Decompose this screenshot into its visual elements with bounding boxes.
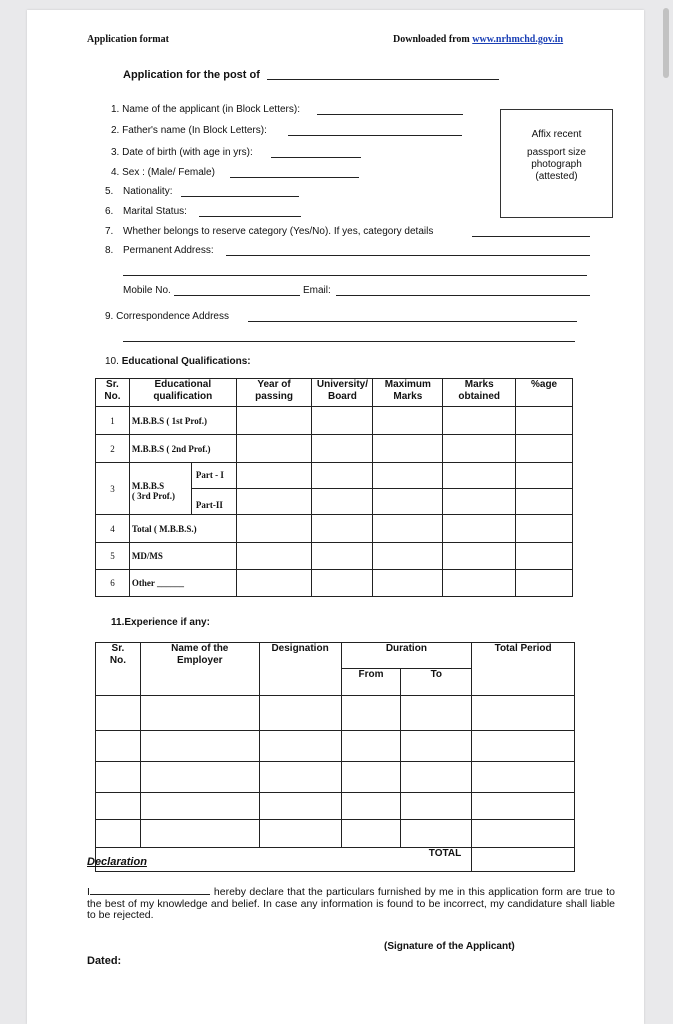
photo-line-2: passport size [527, 147, 586, 158]
table-row [96, 543, 573, 570]
table-row [96, 435, 573, 463]
edu-section-title [105, 356, 251, 367]
edu-cell[interactable] [236, 463, 312, 515]
edu-cell[interactable] [312, 543, 373, 570]
education-table [95, 378, 573, 597]
declaration-text: hereby declare that the particulars furnished by me in this application form are true to the best of my knowledge and belief. In case any information is found to be incorrect, my candidature shall liable to be rejected. [87, 886, 615, 921]
field-dob: 3. Date of birth (with age in yrs): [111, 147, 253, 158]
edu-cell[interactable] [312, 515, 373, 543]
declarant-name-line [90, 885, 210, 895]
exp-cell[interactable] [472, 762, 575, 793]
experience-table [95, 642, 575, 872]
edu-cell[interactable] [312, 435, 373, 463]
table-row [96, 793, 575, 820]
edu-cell[interactable] [516, 570, 573, 597]
edu-header-year: Year of passing [236, 379, 312, 407]
edu-cell[interactable] [236, 570, 312, 597]
exp-header-designation: Designation [259, 643, 341, 696]
exp-cell[interactable] [401, 762, 472, 793]
field-reserve-num: 7. [105, 226, 114, 237]
edu-cell[interactable] [236, 515, 312, 543]
edu-cell[interactable] [443, 407, 516, 435]
edu-cell[interactable] [516, 543, 573, 570]
exp-cell[interactable] [341, 762, 401, 793]
marital-status-line [199, 216, 301, 217]
edu-cell[interactable] [443, 463, 516, 515]
photo-line-3: photograph [531, 159, 582, 170]
edu-cell[interactable] [373, 407, 443, 435]
exp-cell[interactable] [259, 820, 341, 848]
correspondence-line-1 [248, 321, 577, 322]
field-address-num: 8. [105, 245, 114, 256]
source-link[interactable]: www.nrhmchd.gov.in [472, 34, 564, 45]
edu-sn: 1 [96, 407, 130, 435]
field-email: Email: [303, 285, 331, 296]
exp-header-employer: Name of the Employer [140, 643, 259, 696]
exp-cell[interactable] [140, 731, 259, 762]
exp-cell[interactable] [472, 793, 575, 820]
permanent-address-line-2 [123, 275, 587, 276]
dob-line [271, 157, 361, 158]
field-nationality: Nationality: [123, 186, 173, 197]
exp-header-to: To [401, 669, 472, 696]
edu-header-university: University/ Board [312, 379, 373, 407]
part-1-label: Part - I [195, 470, 224, 480]
document-page [27, 10, 644, 1024]
mbbs-3rd-prof-cell [130, 463, 192, 514]
table-row [96, 762, 575, 793]
exp-cell[interactable] [259, 793, 341, 820]
declaration-title: Declaration [87, 856, 147, 868]
edu-qualification: M.B.B.S ( 1st Prof.) [129, 407, 236, 435]
post-line [267, 79, 499, 80]
table-row [96, 463, 573, 515]
edu-cell[interactable] [443, 543, 516, 570]
edu-sn: 5 [96, 543, 130, 570]
mbbs-3rd-line-2: ( 3rd Prof.) [131, 491, 175, 501]
field-nationality-num: 5. [105, 186, 114, 197]
edu-header-qualification: Educational qualification [129, 379, 236, 407]
photo-line-1: Affix recent [531, 129, 582, 140]
edu-cell[interactable] [373, 515, 443, 543]
photo-box [500, 109, 613, 218]
post-label: Application for the post of [123, 69, 260, 81]
field-correspondence-address: 9. Correspondence Address [105, 311, 229, 322]
edu-cell[interactable] [443, 570, 516, 597]
edu-cell[interactable] [443, 515, 516, 543]
exp-cell[interactable] [96, 793, 141, 820]
sex-line [230, 177, 359, 178]
edu-cell[interactable] [312, 407, 373, 435]
table-row [96, 820, 575, 848]
field-permanent-address: Permanent Address: [123, 245, 214, 256]
table-row [96, 731, 575, 762]
exp-cell[interactable] [140, 696, 259, 731]
exp-cell[interactable] [401, 820, 472, 848]
header-right [393, 34, 563, 45]
exp-cell[interactable] [96, 820, 141, 848]
exp-header-row [96, 643, 575, 669]
header-left: Application format [87, 34, 169, 45]
edu-header-sr: Sr. No. [96, 379, 130, 407]
exp-cell[interactable] [472, 820, 575, 848]
field-father-name: 2. Father's name (In Block Letters): [111, 125, 267, 136]
field-marital-status: Marital Status: [123, 206, 187, 217]
exp-cell[interactable] [341, 696, 401, 731]
edu-header-percentage: %age [516, 379, 573, 407]
edu-section-num: 10. [105, 356, 119, 367]
exp-cell[interactable] [401, 696, 472, 731]
exp-total-cell[interactable] [472, 848, 575, 872]
nationality-line [181, 196, 299, 197]
edu-cell[interactable] [236, 435, 312, 463]
permanent-address-line-1 [226, 255, 590, 256]
table-row [96, 696, 575, 731]
exp-cell[interactable] [96, 731, 141, 762]
edu-cell[interactable] [312, 463, 373, 515]
edu-sn: 3 [96, 463, 130, 515]
edu-header-row [96, 379, 573, 407]
edu-cell[interactable] [373, 435, 443, 463]
edu-cell[interactable] [516, 463, 573, 515]
exp-cell[interactable] [259, 696, 341, 731]
edu-qualification: MD/MS [129, 543, 236, 570]
exp-cell[interactable] [140, 793, 259, 820]
exp-cell[interactable] [341, 793, 401, 820]
edu-sn: 6 [96, 570, 130, 597]
edu-qualification-split [129, 463, 236, 515]
exp-header-total-period: Total Period [472, 643, 575, 696]
edu-cell[interactable] [373, 570, 443, 597]
edu-cell[interactable] [312, 570, 373, 597]
father-name-line [288, 135, 462, 136]
exp-cell[interactable] [401, 793, 472, 820]
edu-cell[interactable] [516, 435, 573, 463]
edu-cell[interactable] [236, 407, 312, 435]
exp-total-row [96, 848, 575, 872]
mobile-line [174, 295, 300, 296]
exp-header-duration: Duration [341, 643, 472, 669]
table-row [96, 515, 573, 543]
part-2-label: Part-II [195, 500, 223, 510]
field-marital-num: 6. [105, 206, 114, 217]
reserve-category-line [472, 236, 590, 237]
exp-cell[interactable] [259, 731, 341, 762]
exp-header-from: From [341, 669, 401, 696]
table-row [96, 407, 573, 435]
signature-label: (Signature of the Applicant) [384, 941, 515, 952]
exp-cell[interactable] [140, 762, 259, 793]
exp-cell[interactable] [140, 820, 259, 848]
exp-total-label: TOTAL [96, 848, 472, 872]
table-row [96, 570, 573, 597]
exp-cell[interactable] [341, 820, 401, 848]
scrollbar[interactable] [663, 8, 669, 78]
edu-sn: 4 [96, 515, 130, 543]
edu-sn: 2 [96, 435, 130, 463]
edu-cell[interactable] [516, 407, 573, 435]
exp-cell[interactable] [472, 696, 575, 731]
mbbs-3rd-line-1: M.B.B.S [131, 481, 165, 491]
field-applicant-name: 1. Name of the applicant (in Block Letters): [111, 104, 300, 115]
correspondence-line-2 [123, 341, 575, 342]
edu-cell[interactable] [236, 543, 312, 570]
applicant-name-line [317, 114, 463, 115]
exp-cell[interactable] [401, 731, 472, 762]
exp-cell[interactable] [259, 762, 341, 793]
edu-cell[interactable] [443, 435, 516, 463]
exp-section-title: 11.Experience if any: [111, 617, 210, 628]
edu-qualification: M.B.B.S ( 2nd Prof.) [129, 435, 236, 463]
exp-cell[interactable] [472, 731, 575, 762]
exp-header-sr: Sr. No. [96, 643, 141, 696]
exp-cell[interactable] [96, 696, 141, 731]
declaration-prefix: I [87, 886, 90, 898]
declaration-text-block [87, 885, 615, 922]
photo-line-4: (attested) [535, 171, 578, 182]
field-reserve-category: Whether belongs to reserve category (Yes/No). If yes, category details [123, 226, 434, 237]
dated-label: Dated: [87, 955, 122, 967]
exp-cell[interactable] [341, 731, 401, 762]
edu-cell[interactable] [373, 463, 443, 515]
field-sex: 4. Sex : (Male/ Female) [111, 167, 215, 178]
field-mobile: Mobile No. [123, 285, 171, 296]
header-right-prefix: Downloaded from [393, 34, 473, 45]
edu-cell[interactable] [373, 543, 443, 570]
edu-qualification: Other ______ [129, 570, 236, 597]
edu-section-label: Educational Qualifications: [121, 356, 251, 367]
part-divider [192, 488, 236, 489]
exp-cell[interactable] [96, 762, 141, 793]
edu-header-marks-obtained: Marks obtained [443, 379, 516, 407]
email-line [336, 295, 590, 296]
edu-cell[interactable] [516, 515, 573, 543]
edu-header-max-marks: Maximum Marks [373, 379, 443, 407]
edu-qualification: Total ( M.B.B.S.) [129, 515, 236, 543]
